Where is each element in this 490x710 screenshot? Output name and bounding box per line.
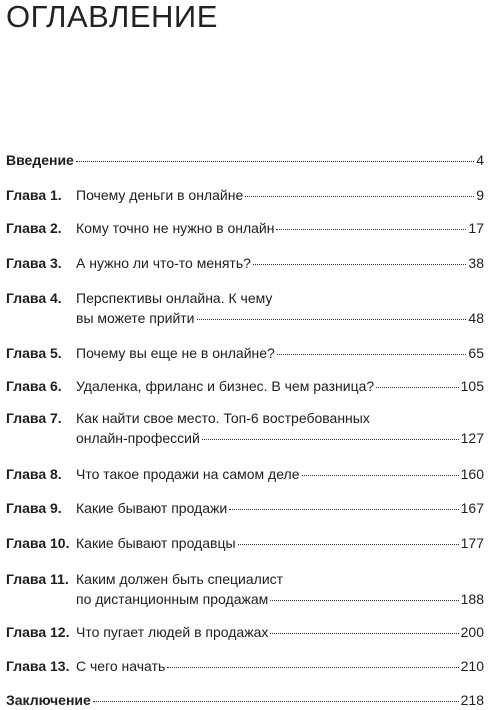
toc-entry[interactable]	[6, 218, 484, 238]
toc-entry-page-number: 188	[460, 591, 484, 607]
dot-leader	[376, 387, 458, 388]
toc-entry-page-number: 218	[460, 692, 484, 708]
toc-entry[interactable]	[6, 498, 484, 518]
toc-entry-page-number: 160	[460, 466, 484, 482]
toc-entry-title: Каким должен быть специалист	[76, 571, 284, 587]
toc-entry-title: Почему вы еще не в онлайне?	[76, 345, 275, 361]
dot-leader	[302, 475, 459, 476]
toc-entry-title: Что пугает людей в продажах	[76, 624, 269, 640]
toc-entry-page-number: 210	[460, 658, 484, 674]
toc-entry[interactable]	[6, 288, 484, 328]
dot-leader	[93, 701, 459, 702]
toc-entry-title: онлайн-профессий	[76, 430, 200, 446]
toc-entry-label: Глава 1.	[6, 187, 62, 203]
toc-entry-title: Перспективы онлайна. К чему	[76, 290, 273, 306]
toc-entry[interactable]	[6, 253, 484, 273]
dot-leader	[197, 319, 467, 320]
dot-leader	[270, 633, 458, 634]
toc-entry[interactable]	[6, 533, 484, 553]
toc-entry-label: Глава 5.	[6, 345, 62, 361]
toc-entry[interactable]	[6, 376, 484, 396]
dot-leader	[277, 354, 467, 355]
toc-entry-label: Глава 3.	[6, 255, 62, 271]
toc-entry-page-number: 9	[476, 187, 484, 203]
toc-entry-page-number: 38	[468, 255, 484, 271]
toc-entry-title: Какие бывают продавцы	[76, 535, 236, 551]
dot-leader	[245, 196, 474, 197]
toc-entry-title: по дистанционным продажам	[76, 591, 269, 607]
toc-entry[interactable]	[6, 690, 484, 710]
toc-entry[interactable]	[6, 185, 484, 205]
toc-entry-title: Как найти свое место. Топ-6 востребованных	[76, 410, 370, 426]
toc-entry-page-number: 105	[460, 378, 484, 394]
toc-entry-title: Кому точно не нужно в онлайн	[76, 220, 275, 236]
toc-entry[interactable]	[6, 656, 484, 676]
toc-entry-page-number: 200	[460, 624, 484, 640]
toc-entry-label: Глава 11.	[6, 571, 69, 587]
toc-entry-title: Удаленка, фриланс и бизнес. В чем разница?	[76, 378, 375, 394]
toc-entry-label: Глава 10.	[6, 535, 70, 551]
toc-entry[interactable]	[6, 622, 484, 642]
toc-entry-label: Глава 2.	[6, 220, 62, 236]
toc-entry-page-number: 65	[468, 345, 484, 361]
toc-entry-label: Глава 13.	[6, 658, 70, 674]
dot-leader	[270, 600, 458, 601]
toc-entry-page-number: 17	[468, 220, 484, 236]
toc-entry-title: С чего начать	[76, 658, 166, 674]
toc-entry-label: Заключение	[6, 692, 91, 708]
dot-leader	[253, 264, 467, 265]
dot-leader	[202, 439, 459, 440]
toc-entry-title: вы можете прийти	[76, 310, 195, 326]
toc-entry[interactable]	[6, 408, 484, 448]
toc-entry[interactable]	[6, 464, 484, 484]
toc-entry-label: Глава 4.	[6, 290, 62, 306]
toc-entry[interactable]	[6, 569, 484, 609]
toc-entry-label: Глава 9.	[6, 500, 62, 516]
toc-entry-label: Глава 6.	[6, 378, 62, 394]
toc-entry-label: Глава 12.	[6, 624, 70, 640]
toc-entry[interactable]	[6, 343, 484, 363]
toc-entry-page-number: 127	[460, 430, 484, 446]
toc-entry-label: Введение	[6, 152, 74, 168]
toc-entry-page-number: 4	[476, 152, 484, 168]
dot-leader	[167, 667, 458, 668]
toc-entry-title: Какие бывают продажи	[76, 500, 228, 516]
dot-leader	[238, 544, 459, 545]
toc-entry-page-number: 177	[460, 535, 484, 551]
toc-entry-title: А нужно ли что-то менять?	[76, 255, 251, 271]
toc-entry-label: Глава 7.	[6, 410, 62, 426]
toc-entry-title: Почему деньги в онлайне	[76, 187, 244, 203]
dot-leader	[229, 509, 458, 510]
toc-entry-title: Что такое продажи на самом деле	[76, 466, 300, 482]
dot-leader	[276, 229, 466, 230]
toc-entry-page-number: 167	[460, 500, 484, 516]
toc-entry-page-number: 48	[468, 310, 484, 326]
toc-entry-label: Глава 8.	[6, 466, 62, 482]
page-title: ОГЛАВЛЕНИЕ	[6, 0, 218, 34]
toc-entry[interactable]	[6, 150, 484, 170]
dot-leader	[76, 161, 474, 162]
